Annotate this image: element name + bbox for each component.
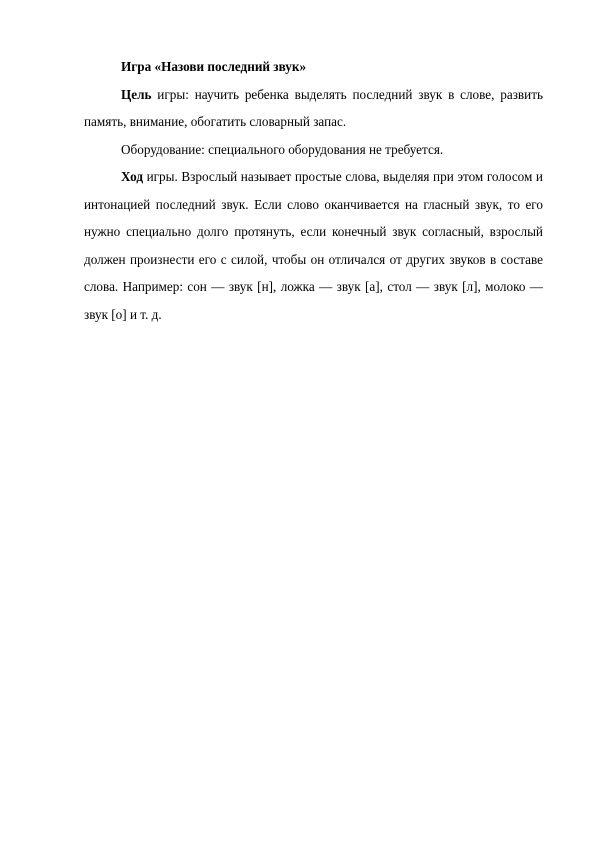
goal-paragraph: [84, 81, 543, 136]
goal-text: игры: научить ребенка выделять последний звук в слове, развить память, внимание, обогатить словарный запас.: [84, 86, 543, 129]
procedure-text: игры. Взрослый называет простые слова, выделяя при этом голосом и интонацией последний звук. Если слово оканчивается на гласный звук, то его нужно специально долго протянуть, если конечный звук согласный, взрослый должен произнести его с силой, чтобы он отличался от других звуков в составе слова. Например: сон — звук [н], ложка — звук [а], стол — звук [л], молоко — звук [о] и т. д.: [84, 169, 543, 322]
document-title: Игра «Назови последний звук»: [121, 59, 307, 74]
goal-label: Цель: [121, 86, 152, 102]
procedure-label: Ход: [121, 169, 144, 184]
procedure-paragraph: [84, 163, 543, 328]
equipment-paragraph: Оборудование: специального оборудования не требуется.: [121, 141, 444, 157]
